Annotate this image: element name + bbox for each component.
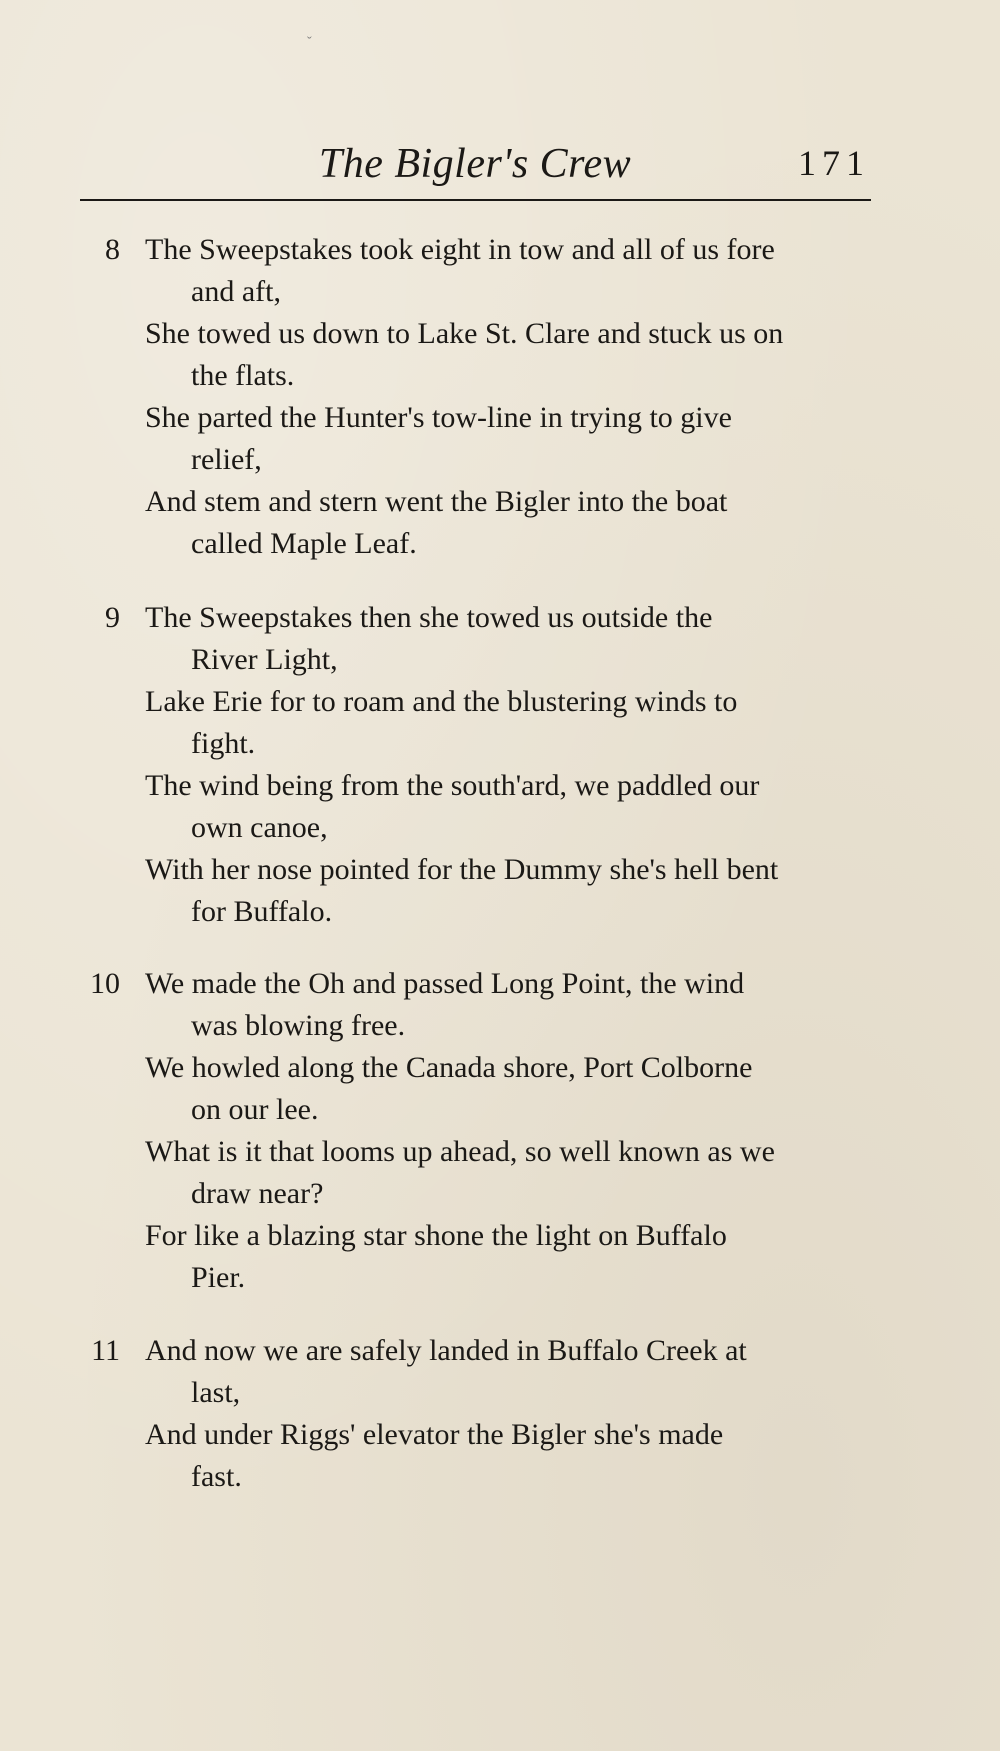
stanza-verse [145, 597, 885, 933]
stanza-verse [145, 963, 885, 1299]
stanza-number: 9 [105, 601, 120, 634]
verse-line: What is it that looms up ahead, so well known as we [145, 1135, 775, 1168]
verse-line-continuation: own canoe, [191, 811, 328, 844]
header-rule [80, 199, 871, 201]
stanza-verse [145, 229, 885, 565]
verse-line: The Sweepstakes took eight in tow and all of us fore [145, 233, 775, 266]
verse-line: The Sweepstakes then she towed us outside the [145, 601, 713, 634]
verse-line: For like a blazing star shone the light on Buffalo [145, 1219, 727, 1252]
verse-line: And now we are safely landed in Buffalo Creek at [145, 1334, 747, 1367]
verse-line: She towed us down to Lake St. Clare and stuck us on [145, 317, 784, 350]
stanza-number: 10 [90, 967, 120, 1000]
stanza-verse [145, 1330, 885, 1498]
verse-line-continuation: last, [191, 1376, 241, 1409]
verse-line-continuation: relief, [191, 443, 262, 476]
verse-line: Lake Erie for to roam and the blustering winds to [145, 685, 738, 718]
verse-line-continuation: for Buffalo. [191, 895, 333, 928]
verse-line-continuation: on our lee. [191, 1093, 319, 1126]
verse-line-continuation: draw near? [191, 1177, 324, 1210]
verse-line: She parted the Hunter's tow-line in trying to give [145, 401, 732, 434]
page-header [80, 130, 870, 200]
verse-line-continuation: was blowing free. [191, 1009, 406, 1042]
stanza-number: 8 [105, 233, 120, 266]
verse-line-continuation: fast. [191, 1460, 242, 1493]
verse-line: With her nose pointed for the Dummy she's hell bent [145, 853, 779, 886]
verse-line-continuation: the flats. [191, 359, 295, 392]
verse-line: We howled along the Canada shore, Port Colborne [145, 1051, 753, 1084]
page-number: 171 [798, 143, 870, 183]
verse-line-continuation: Pier. [191, 1261, 246, 1294]
verse-line: We made the Oh and passed Long Point, the wind [145, 967, 745, 1000]
page-speck: ˇ [307, 35, 312, 50]
verse-line: The wind being from the south'ard, we paddled our [145, 769, 760, 802]
verse-line-continuation: called Maple Leaf. [191, 527, 417, 560]
verse-line-continuation: and aft, [191, 275, 281, 308]
verse-line-continuation: fight. [191, 727, 256, 760]
verse-line: And stem and stern went the Bigler into the boat [145, 485, 728, 518]
verse-line: And under Riggs' elevator the Bigler she's made [145, 1418, 724, 1451]
stanza-number: 11 [91, 1334, 120, 1367]
running-title: The Bigler's Crew [318, 141, 632, 187]
verse-line-continuation: River Light, [191, 643, 338, 676]
